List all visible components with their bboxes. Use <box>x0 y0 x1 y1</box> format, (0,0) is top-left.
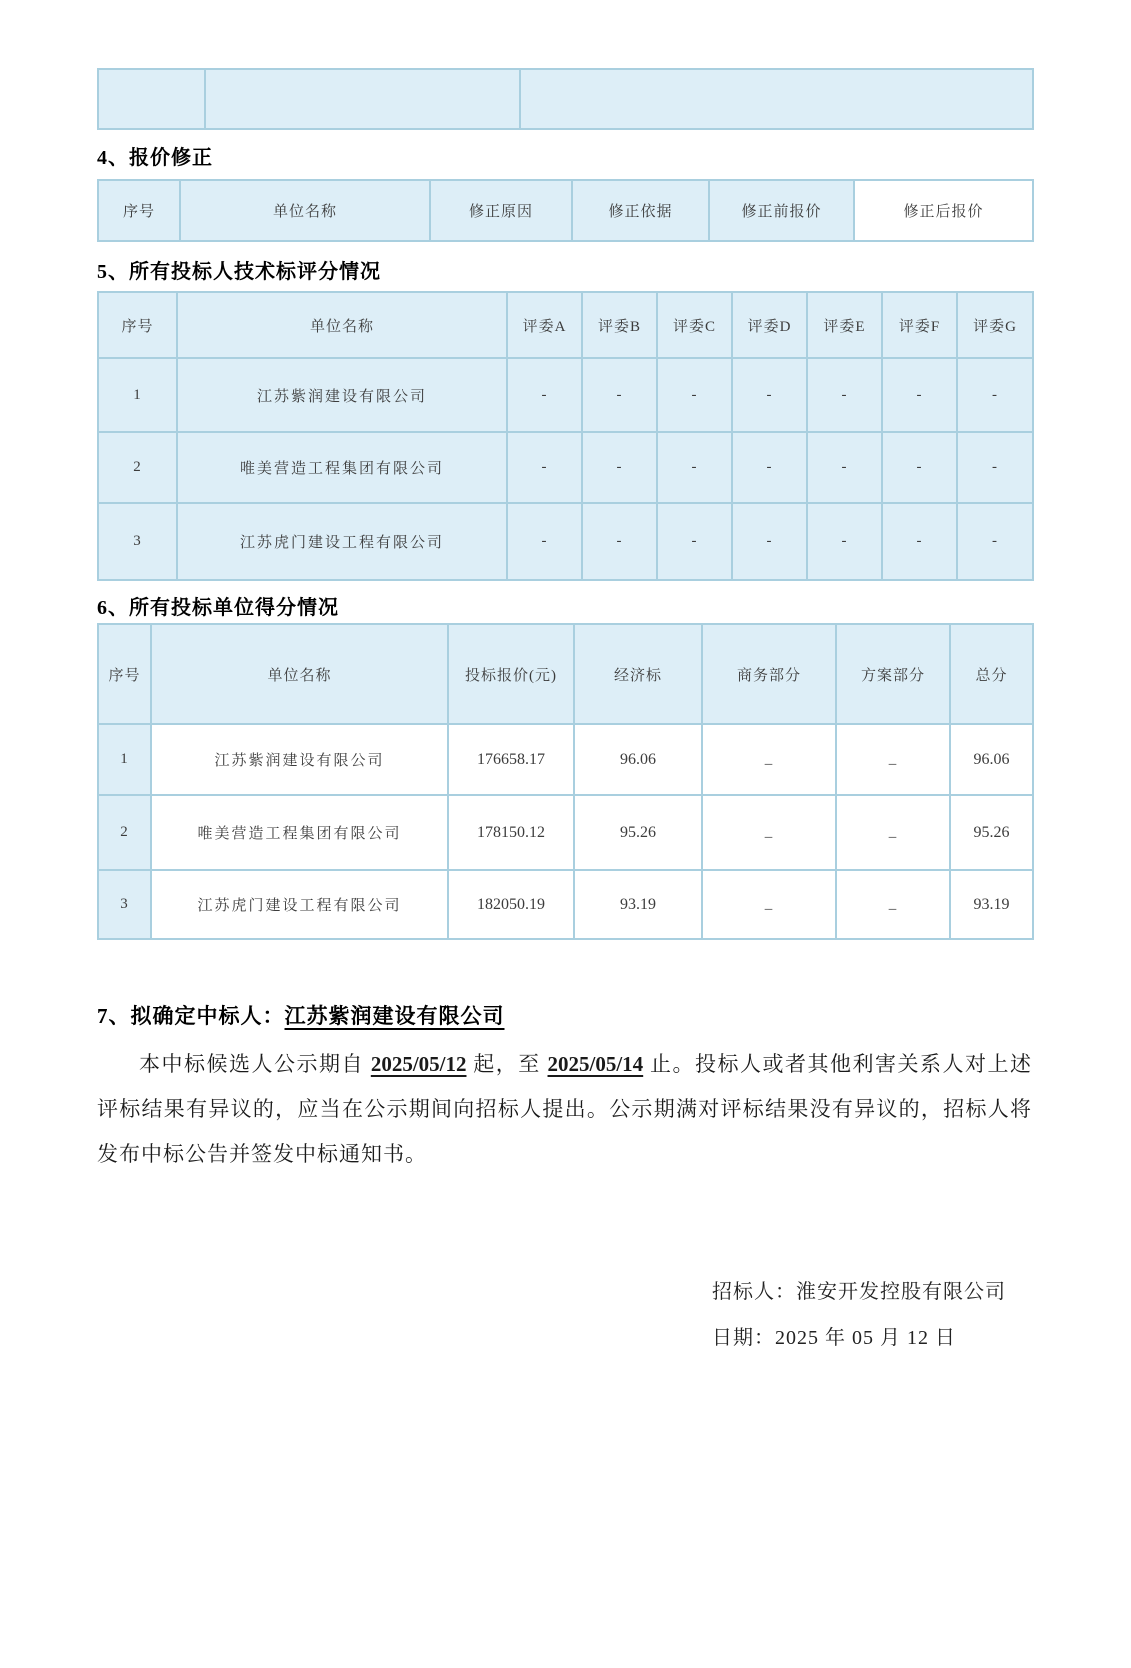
column-header: 投标报价(元) <box>448 624 574 724</box>
dash: – <box>888 756 898 772</box>
company-name-cell: 江苏紫润建设有限公司 <box>151 724 448 795</box>
score-cell: - <box>507 432 582 503</box>
column-header: 评委B <box>582 292 657 358</box>
carryover-table <box>97 68 1034 130</box>
column-header: 商务部分 <box>702 624 836 724</box>
bid-price-cell: 182050.19 <box>448 870 574 939</box>
plan-score-cell <box>836 724 950 795</box>
row-index-cell: 3 <box>98 503 177 580</box>
section7-heading <box>97 1002 1032 1030</box>
total-score-cell: 96.06 <box>950 724 1033 795</box>
business-score-cell <box>702 795 836 870</box>
total-score-table <box>97 623 1034 940</box>
section5-heading: 5、所有投标人技术标评分情况 <box>97 261 381 283</box>
score-cell: - <box>957 503 1033 580</box>
table-row <box>98 870 1033 939</box>
column-header: 修正依据 <box>572 180 709 241</box>
business-score-cell <box>702 870 836 939</box>
column-header: 评委C <box>657 292 732 358</box>
score-cell: - <box>657 358 732 432</box>
score-cell: - <box>957 432 1033 503</box>
company-name-cell: 唯美营造工程集团有限公司 <box>151 795 448 870</box>
bid-price-cell: 178150.12 <box>448 795 574 870</box>
business-score-cell <box>702 724 836 795</box>
publicity-end-date: 2025/05/14 <box>547 1052 644 1076</box>
table-header-row <box>98 180 1033 241</box>
column-header: 评委F <box>882 292 957 358</box>
row-index-cell: 1 <box>98 724 151 795</box>
section6-heading: 6、所有投标单位得分情况 <box>97 597 339 619</box>
column-header: 修正原因 <box>430 180 572 241</box>
table-row <box>98 724 1033 795</box>
notice-text: 起，至 <box>466 1052 548 1076</box>
plan-score-cell <box>836 870 950 939</box>
score-cell: - <box>882 503 957 580</box>
dash: – <box>888 901 898 917</box>
score-cell: - <box>732 432 807 503</box>
economic-score-cell: 93.19 <box>574 870 702 939</box>
empty-cell <box>520 69 1033 129</box>
column-header: 评委D <box>732 292 807 358</box>
winning-bidder-name: 江苏紫润建设有限公司 <box>284 1004 505 1028</box>
column-header: 序号 <box>98 624 151 724</box>
row-index-cell: 1 <box>98 358 177 432</box>
column-header: 评委A <box>507 292 582 358</box>
tenderer-line: 招标人：淮安开发控股有限公司 <box>712 1281 1006 1303</box>
company-name-cell: 唯美营造工程集团有限公司 <box>177 432 507 503</box>
dash: – <box>888 829 898 845</box>
score-cell: - <box>807 503 882 580</box>
row-index-cell: 2 <box>98 795 151 870</box>
table-row <box>98 503 1033 580</box>
economic-score-cell: 96.06 <box>574 724 702 795</box>
publicity-notice-paragraph <box>97 1042 1032 1177</box>
column-header: 评委G <box>957 292 1033 358</box>
notice-text: 止。投标人或者其他利害关系人对上述评标结果有异议的，应当在公示期间向招标人提出。公示期满对评标结果没有异议的，招标人将发布中标公告并签发中标通知书。 <box>97 1052 1033 1166</box>
score-cell: - <box>657 503 732 580</box>
table-row <box>98 69 1033 129</box>
score-cell: - <box>507 503 582 580</box>
bid-price-cell: 176658.17 <box>448 724 574 795</box>
empty-cell <box>205 69 520 129</box>
company-name-cell: 江苏虎门建设工程有限公司 <box>151 870 448 939</box>
total-score-cell: 95.26 <box>950 795 1033 870</box>
column-header: 方案部分 <box>836 624 950 724</box>
plan-score-cell <box>836 795 950 870</box>
score-cell: - <box>882 432 957 503</box>
table-header-row <box>98 292 1033 358</box>
row-index-cell: 3 <box>98 870 151 939</box>
economic-score-cell: 95.26 <box>574 795 702 870</box>
score-cell: - <box>807 432 882 503</box>
dash: – <box>764 756 774 772</box>
score-cell: - <box>582 503 657 580</box>
section4-heading: 4、报价修正 <box>97 147 213 169</box>
technical-score-table <box>97 291 1034 581</box>
dash: – <box>764 829 774 845</box>
date-line: 日期：2025 年 05 月 12 日 <box>712 1327 956 1349</box>
table-row <box>98 358 1033 432</box>
column-header: 评委E <box>807 292 882 358</box>
price-correction-table <box>97 179 1034 242</box>
table-row <box>98 432 1033 503</box>
company-name-cell: 江苏紫润建设有限公司 <box>177 358 507 432</box>
column-header: 总分 <box>950 624 1033 724</box>
dash: – <box>764 901 774 917</box>
score-cell: - <box>732 358 807 432</box>
row-index-cell: 2 <box>98 432 177 503</box>
score-cell: - <box>882 358 957 432</box>
publicity-start-date: 2025/05/12 <box>370 1052 467 1076</box>
score-cell: - <box>807 358 882 432</box>
column-header: 序号 <box>98 180 180 241</box>
column-header: 单位名称 <box>180 180 430 241</box>
company-name-cell: 江苏虎门建设工程有限公司 <box>177 503 507 580</box>
section7-heading-prefix: 7、拟确定中标人： <box>97 1004 285 1028</box>
score-cell: - <box>582 358 657 432</box>
score-cell: - <box>507 358 582 432</box>
document-page <box>0 68 1032 1361</box>
column-header: 单位名称 <box>151 624 448 724</box>
signature-block <box>712 1269 1032 1361</box>
empty-cell <box>98 69 205 129</box>
score-cell: - <box>582 432 657 503</box>
score-cell: - <box>957 358 1033 432</box>
notice-text: 本中标候选人公示期自 <box>139 1052 371 1076</box>
column-header: 单位名称 <box>177 292 507 358</box>
table-header-row <box>98 624 1033 724</box>
column-header: 序号 <box>98 292 177 358</box>
table-row <box>98 795 1033 870</box>
column-header: 修正前报价 <box>709 180 854 241</box>
column-header: 经济标 <box>574 624 702 724</box>
score-cell: - <box>657 432 732 503</box>
score-cell: - <box>732 503 807 580</box>
total-score-cell: 93.19 <box>950 870 1033 939</box>
column-header: 修正后报价 <box>854 180 1033 241</box>
